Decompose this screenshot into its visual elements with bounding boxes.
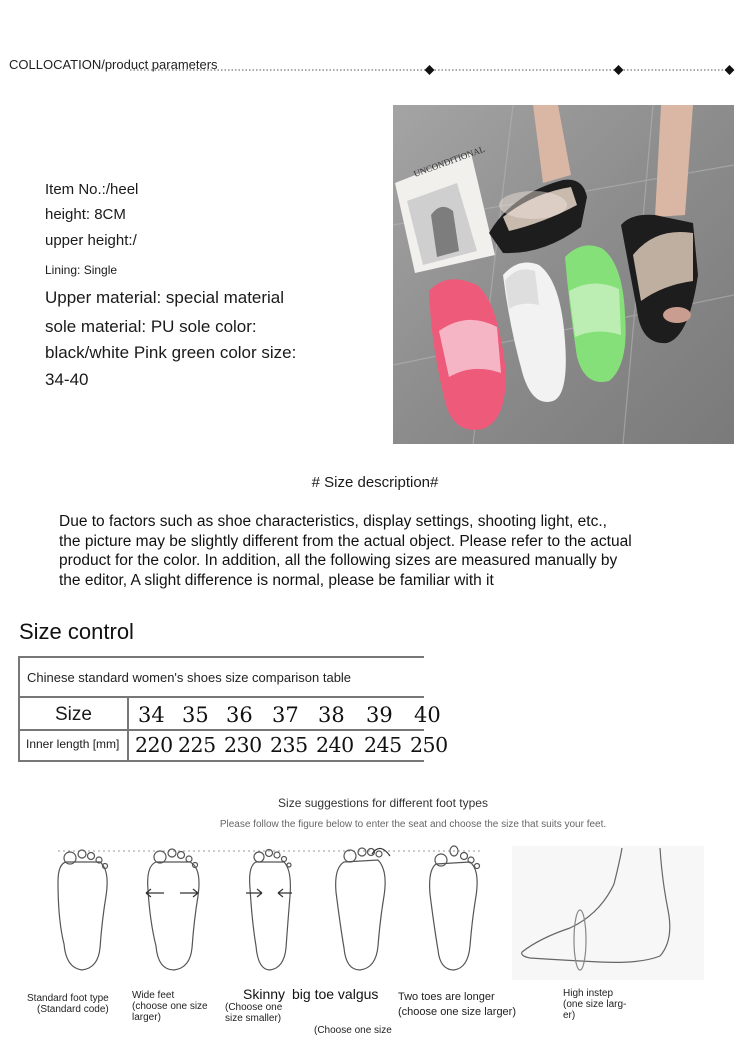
skinny-foot-caption <box>225 1002 282 1024</box>
bunion-foot-icon <box>336 848 390 970</box>
caption-line: (one size larg- <box>563 999 627 1010</box>
heel-height: height: 8CM <box>45 206 126 223</box>
inner-length-cell: 235 <box>270 733 308 757</box>
big-toe-valgus-note: (Choose one size <box>314 1025 392 1036</box>
size-cell: 37 <box>272 703 299 727</box>
two-toes-longer-foot-icon <box>430 846 480 970</box>
caption-line: size smaller) <box>225 1013 282 1024</box>
wide-foot-caption <box>132 990 208 1023</box>
caption-line: Wide feet <box>132 990 175 1001</box>
section-header-label: COLLOCATION/product parameters <box>9 57 218 72</box>
caption-line: (choose one size larger) <box>398 1006 517 1018</box>
table-caption: Chinese standard women's shoes size comparison table <box>27 670 352 685</box>
size-description-title: # Size description# <box>311 474 439 491</box>
caption-line: (choose one size <box>132 1001 208 1012</box>
caption-line: Standard foot type <box>27 993 109 1004</box>
skinny-foot-label: Skinny <box>243 986 286 1002</box>
caption-line: (Choose one <box>225 1002 283 1013</box>
inner-length-cell: 250 <box>410 733 448 757</box>
table-column-divider <box>127 697 129 762</box>
table-border-bottom <box>18 760 424 762</box>
two-toes-caption <box>398 990 516 1020</box>
size-description-body <box>59 512 709 590</box>
caption-line: larger) <box>132 1012 161 1023</box>
upper-height: upper height:/ <box>45 232 137 249</box>
color-options: black/white Pink green color size: <box>45 343 297 362</box>
caption-line: (Standard code) <box>37 1004 109 1015</box>
wide-foot-icon <box>146 849 199 970</box>
standard-foot-icon <box>58 850 108 970</box>
size-description-line: Due to factors such as shoe characteristics, display settings, shooting light, etc., <box>59 513 607 530</box>
high-instep-caption <box>563 988 626 1021</box>
size-cell: 36 <box>226 703 253 727</box>
caption-line: High instep <box>563 988 614 999</box>
sole-material: sole material: PU sole color: <box>45 317 257 336</box>
size-description-line: the picture may be slightly different from the actual object. Please refer to the actual <box>59 532 632 550</box>
caption-line: Two toes are longer <box>398 991 495 1003</box>
inner-length-cell: 230 <box>224 733 262 757</box>
foot-types-subtitle: Please follow the figure below to enter the seat and choose the size that suits your feet. <box>219 819 607 830</box>
size-control-title: Size control <box>19 619 134 644</box>
size-cell: 40 <box>414 703 441 727</box>
header-dotted-divider <box>130 63 735 77</box>
inner-length-cell: 245 <box>364 733 402 757</box>
size-cell: 34 <box>138 703 165 727</box>
high-instep-foot-icon <box>512 846 704 980</box>
size-cell: 35 <box>182 703 209 727</box>
size-cell: 38 <box>318 703 345 727</box>
size-cell: 39 <box>366 703 393 727</box>
standard-foot-caption <box>27 993 109 1015</box>
skinny-foot-icon <box>246 850 292 971</box>
svg-text:UNCONDITIONAL: UNCONDITIONAL <box>412 143 487 179</box>
table-border-left <box>18 656 20 762</box>
size-description-line: the editor, A slight difference is normal, please be familiar with it <box>59 571 494 589</box>
size-description-line: product for the color. In addition, all the following sizes are measured manually by <box>59 552 618 569</box>
table-rule <box>18 696 424 698</box>
inner-length-cell: 240 <box>316 733 354 757</box>
item-number: Item No.:/heel <box>45 181 139 198</box>
inner-length-cell: 220 <box>135 733 173 757</box>
caption-line: er) <box>563 1010 576 1021</box>
inner-length-row-label: Inner length [mm] <box>26 737 120 751</box>
big-toe-valgus-label: big toe valgus <box>292 986 379 1002</box>
foot-type-illustrations <box>0 840 750 985</box>
size-row-label: Size <box>55 704 92 725</box>
table-border-top <box>18 656 424 658</box>
table-rule <box>18 729 424 731</box>
product-photo <box>393 105 734 444</box>
foot-types-title: Size suggestions for different foot types <box>278 796 488 810</box>
lining: Lining: Single <box>45 263 118 277</box>
size-range: 34-40 <box>45 370 89 389</box>
upper-material: Upper material: special material <box>45 288 285 307</box>
inner-length-cell: 225 <box>178 733 216 757</box>
